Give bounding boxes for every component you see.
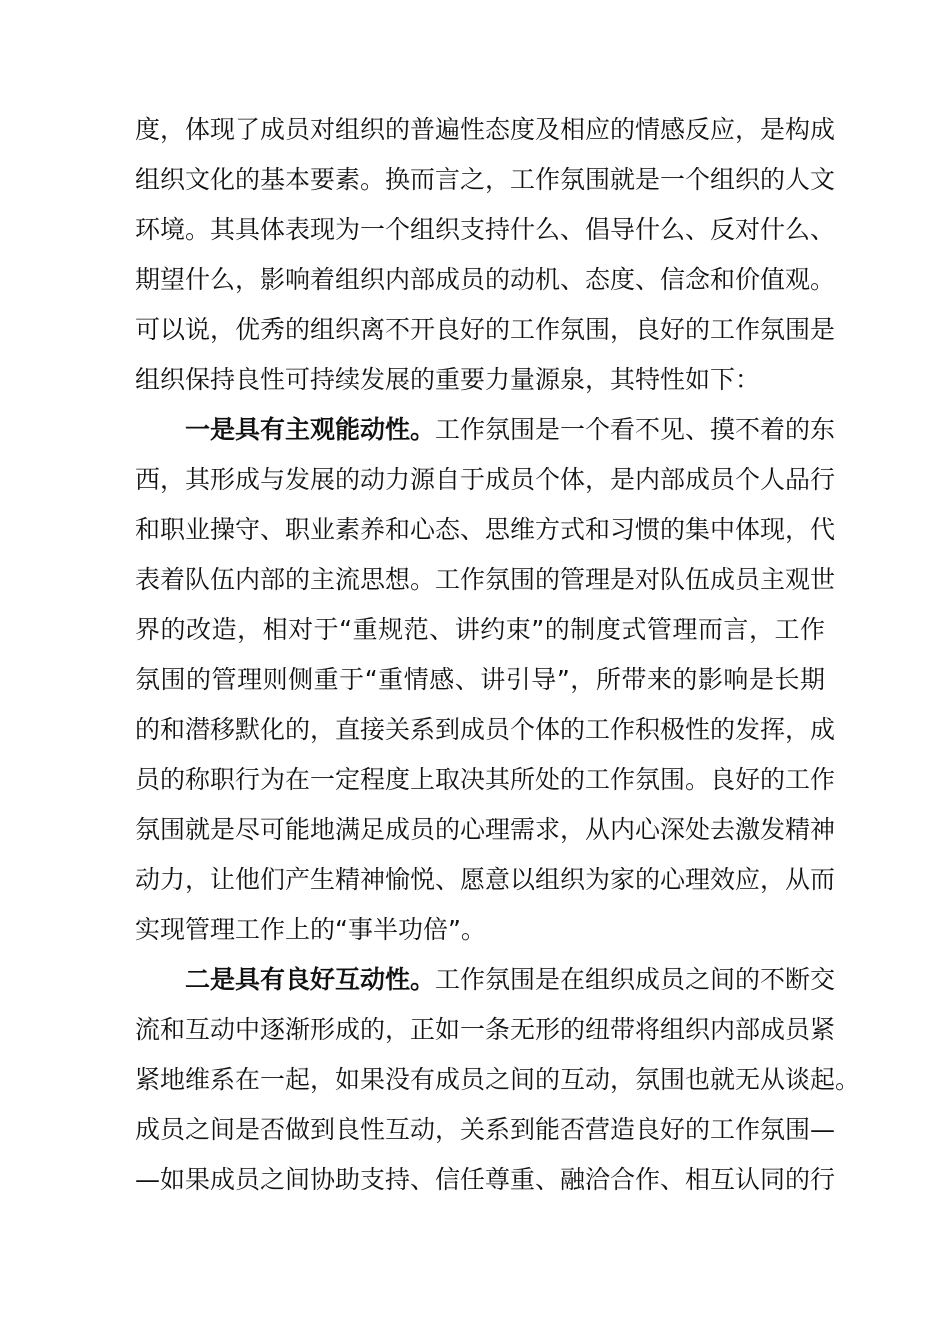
text-run: 工作氛围是一个看不见、摸不着的东 (435, 415, 836, 444)
text-line-first (135, 405, 836, 455)
text-line: 组织文化的基本要素。换而言之，工作氛围就是一个组织的人文 (135, 165, 836, 194)
text-line: 的和潜移默化的，直接关系到成员个体的工作积极性的发挥，成 (135, 715, 836, 744)
text-line: 界的改造，相对于“重规范、讲约束”的制度式管理而言，工作 (135, 615, 825, 644)
text-line: 员的称职行为在一定程度上取决其所处的工作氛围。良好的工作 (135, 765, 836, 794)
text-line: 表着队伍内部的主流思想。工作氛围的管理是对队伍成员主观世 (135, 565, 836, 594)
text-line: 氛围就是尽可能地满足成员的心理需求，从内心深处去激发精神 (135, 815, 836, 844)
text-line: 流和互动中逐渐形成的，正如一条无形的纽带将组织内部成员紧 (135, 1015, 836, 1044)
text-line: 实现管理工作上的“事半功倍”。 (135, 915, 486, 944)
text-line: 度，体现了成员对组织的普遍性态度及相应的情感反应，是构成 (135, 115, 836, 144)
text-line: 成员之间是否做到良性互动，关系到能否营造良好的工作氛围— (135, 1115, 836, 1144)
text-line: 动力，让他们产生精神愉悦、愿意以组织为家的心理效应，从而 (135, 865, 836, 894)
text-line: 西，其形成与发展的动力源自于成员个体，是内部成员个人品行 (135, 465, 836, 494)
text-line: 组织保持良性可持续发展的重要力量源泉，其特性如下： (135, 365, 761, 394)
paragraph-1 (135, 105, 836, 405)
paragraph-heading: 一是具有主观能动性。 (185, 415, 436, 444)
paragraph-3 (135, 955, 861, 1205)
text-line: 紧地维系在一起，如果没有成员之间的互动，氛围也就无从谈起。 (135, 1065, 861, 1094)
text-line: 氛围的管理则侧重于“重情感、讲引导”，所带来的影响是长期 (135, 665, 825, 694)
text-line: 环境。其具体表现为一个组织支持什么、倡导什么、反对什么、 (135, 215, 836, 244)
paragraph-2 (135, 405, 836, 955)
paragraph-heading: 二是具有良好互动性。 (185, 965, 436, 994)
text-line: 期望什么，影响着组织内部成员的动机、态度、信念和价值观。 (135, 265, 836, 294)
text-run: 工作氛围是在组织成员之间的不断交 (435, 965, 836, 994)
text-line: 和职业操守、职业素养和心态、思维方式和习惯的集中体现，代 (135, 515, 836, 544)
text-line: 可以说，优秀的组织离不开良好的工作氛围，良好的工作氛围是 (135, 315, 836, 344)
text-line: —如果成员之间协助支持、信任尊重、融洽合作、相互认同的行 (135, 1165, 836, 1194)
text-line-first (135, 955, 836, 1005)
